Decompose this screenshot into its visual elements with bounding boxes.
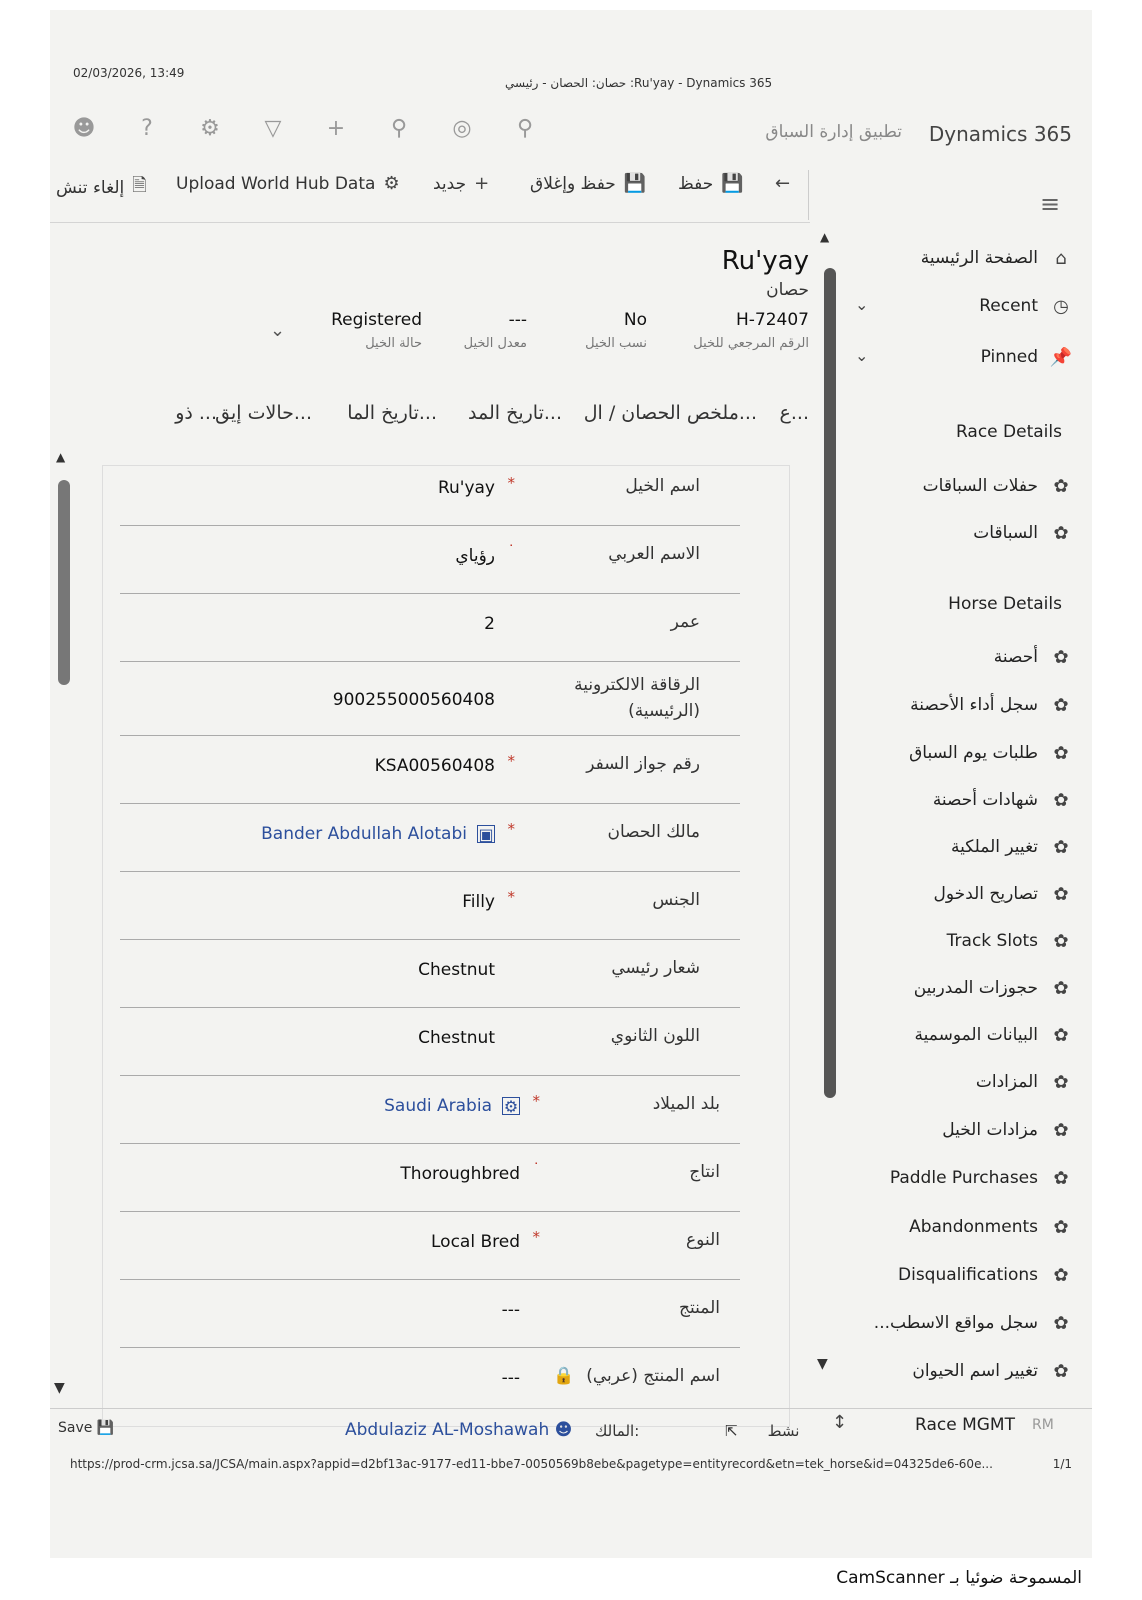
field-production[interactable]: انتاج ˙ Thoroughbred	[120, 1146, 740, 1212]
cancel-button[interactable]: إلغاء تنش 🗎	[56, 173, 147, 203]
chevron-down-icon[interactable]: ⌄	[855, 346, 869, 365]
sidebar-item-ownership-change[interactable]: ✿ تغيير الملكية	[951, 832, 1072, 862]
area-badge: RM	[1032, 1417, 1054, 1433]
tab-race-history[interactable]: تاريخ المد...	[468, 402, 562, 424]
puzzle-icon: ✿	[1053, 930, 1069, 952]
puzzle-icon: ✿	[1053, 475, 1069, 497]
page-number: 1/1	[1052, 1457, 1072, 1471]
sidebar-item-abandonments[interactable]: ✿ Abandonments	[909, 1212, 1072, 1242]
section-header-horse-details: Horse Details	[948, 594, 1062, 614]
divider	[50, 222, 810, 223]
field-main-color[interactable]: شعار رئيسي Chestnut	[120, 942, 740, 1008]
sidebar-item-entry-permits[interactable]: ✿ تصاريح الدخول	[934, 879, 1072, 909]
scroll-up-icon: ▲	[56, 450, 66, 464]
scroll-down-icon: ▼	[54, 1380, 65, 1396]
puzzle-icon: ✿	[1053, 883, 1069, 905]
hamburger-menu-icon[interactable]: ≡	[1040, 190, 1061, 218]
owner-label: المالك:	[595, 1422, 640, 1440]
sidebar-item-stable-locations[interactable]: ✿ سجل مواقع الاسطب...	[874, 1308, 1072, 1338]
gear-icon: ⚙	[383, 173, 400, 194]
sidebar-item-trainer-bookings[interactable]: ✿ حجوزات المدربين	[914, 973, 1072, 1003]
contact-card-icon[interactable]: ▣	[478, 824, 494, 844]
puzzle-icon: ✿	[1053, 1024, 1069, 1046]
puzzle-icon: ✿	[1053, 1312, 1069, 1334]
top-toolbar	[70, 108, 539, 148]
header-field-rating: --- معدل الخيل	[463, 310, 527, 351]
puzzle-icon: ✿	[1053, 742, 1069, 764]
field-horse-owner[interactable]: مالك الحصان * Bander Abdullah Alotabi ▣	[120, 806, 740, 872]
divider	[50, 1408, 1092, 1409]
puzzle-icon: ✿	[1053, 646, 1069, 668]
field-passport-number[interactable]: رقم جواز السفر * KSA00560408	[120, 738, 740, 804]
tab-general[interactable]: ع...	[779, 402, 809, 424]
scroll-thumb[interactable]	[824, 268, 836, 1098]
puzzle-icon: ✿	[1053, 1071, 1069, 1093]
status-indicator: ⇱ نشط	[725, 1422, 800, 1440]
field-sex[interactable]: الجنس * Filly	[120, 874, 740, 940]
header-field-reference: H-72407 الرقم المرجعي للخيل	[693, 310, 809, 351]
field-secondary-color[interactable]: اللون الثانوي Chestnut	[120, 1010, 740, 1076]
sidebar-item-pinned[interactable]: 📌 Pinned	[980, 346, 1072, 368]
lightbulb-icon[interactable]: ⚲	[390, 115, 408, 141]
save-close-button[interactable]: حفظ وإغلاق 💾	[530, 173, 647, 194]
sidebar-item-recent[interactable]: ◷ Recent	[979, 291, 1072, 321]
puzzle-icon: ✿	[1053, 836, 1069, 858]
lookup-icon[interactable]: ⚙	[503, 1096, 519, 1116]
home-icon: ⌂	[1055, 247, 1067, 269]
window-title: حصان: الحصان - رئيسي :Ru'yay - Dynamics 365	[505, 76, 773, 90]
tab-medical-history[interactable]: تاريخ الما...	[347, 402, 437, 424]
user-icon: ☻	[554, 1420, 573, 1440]
new-button[interactable]: جديد +	[433, 173, 490, 194]
back-arrow-icon: ←	[775, 173, 791, 194]
open-in-window-icon: ⇱	[725, 1422, 738, 1440]
scroll-down-icon[interactable]: ▼	[817, 1356, 828, 1372]
field-breeder-arabic[interactable]: اسم المنتج (عربي) 🔒 ---	[501, 1366, 720, 1388]
field-age[interactable]: عمر 2	[120, 596, 740, 662]
area-switch-chevron-icon[interactable]: ↕	[832, 1412, 848, 1433]
area-name[interactable]: Race MGMT	[915, 1415, 1015, 1435]
record-title: Ru'yay	[721, 246, 809, 276]
sidebar-item-horse-performance[interactable]: ✿ سجل أداء الأحصنة	[910, 690, 1072, 720]
sidebar-item-paddle-purchases[interactable]: ✿ Paddle Purchases	[890, 1163, 1072, 1193]
sidebar-item-home[interactable]: ⌂ الصفحة الرئيسية	[921, 243, 1072, 273]
tab-related[interactable]: ذو ...	[175, 402, 217, 424]
search-icon[interactable]: ⚲	[516, 115, 534, 141]
user-icon[interactable]: ☻	[72, 115, 96, 141]
pin-icon: 📌	[1049, 346, 1072, 368]
chevron-down-icon[interactable]: ⌄	[855, 295, 869, 314]
owner-link[interactable]: Bander Abdullah Alotabi	[261, 824, 467, 844]
expand-header-chevron-icon[interactable]: ⌄	[270, 320, 286, 341]
field-horse-name[interactable]: اسم الخيل * Ru'yay	[120, 460, 740, 526]
brand-name[interactable]: Dynamics 365	[928, 122, 1072, 146]
lock-icon: 🔒	[553, 1366, 575, 1386]
back-button[interactable]	[775, 173, 790, 194]
sidebar-item-race-meetings[interactable]: ✿ حفلات السباقات	[923, 471, 1072, 501]
field-type[interactable]: النوع * Local Bred	[120, 1214, 740, 1280]
print-timestamp: 02/03/2026, 13:49	[73, 66, 185, 80]
field-breeder[interactable]: المنتج ---	[120, 1282, 740, 1348]
sidebar-item-auctions[interactable]: ✿ المزادات	[976, 1067, 1072, 1097]
app-name[interactable]: تطبيق إدارة السباق	[765, 122, 902, 142]
print-url: https://prod-crm.jcsa.sa/JCSA/main.aspx?appid=d2bf13ac-9177-ed11-bbe7-0050569b8ebe&pagetype=entityrecord&etn=tek_horse&id=04325de6-60e...	[70, 1457, 993, 1471]
scroll-up-icon: ▲	[820, 230, 830, 244]
owner-link[interactable]: Abdulaziz AL-Moshawah ☻	[345, 1420, 573, 1440]
upload-world-hub-button[interactable]: Upload World Hub Data ⚙	[176, 173, 400, 194]
footer-save-button[interactable]: Save 💾	[58, 1420, 115, 1436]
plus-icon: +	[474, 173, 490, 194]
save-icon: 💾	[96, 1420, 115, 1436]
sidebar-item-horses[interactable]: ✿ أحصنة	[994, 642, 1072, 672]
divider	[808, 170, 809, 220]
save-icon: 💾	[721, 173, 744, 194]
field-arabic-name[interactable]: الاسم العربي ˙ رؤياي	[120, 528, 740, 594]
puzzle-icon: ✿	[1053, 977, 1069, 999]
plus-icon[interactable]: +	[326, 115, 346, 141]
header-field-pedigree: No نسب الخيل	[585, 310, 647, 351]
puzzle-icon: ✿	[1053, 1119, 1069, 1141]
clock-icon: ◷	[1053, 295, 1069, 317]
sidebar-item-disqualifications[interactable]: ✿ Disqualifications	[898, 1260, 1072, 1290]
header-field-status: Registered حالة الخيل	[331, 310, 422, 351]
puzzle-icon: ✿	[1053, 1264, 1069, 1286]
sidebar-item-races[interactable]: ✿ السباقات	[973, 518, 1072, 548]
target-icon[interactable]: ◎	[452, 115, 472, 141]
help-icon[interactable]: ?	[141, 115, 153, 141]
scanned-page	[50, 10, 1092, 1558]
form-scrollbar[interactable]	[50, 450, 76, 1400]
tab-horse-summary[interactable]: ملخص الحصان / ال...	[583, 402, 757, 424]
puzzle-icon: ✿	[1053, 1360, 1069, 1382]
puzzle-icon: ✿	[1053, 789, 1069, 811]
tab-suspensions[interactable]: حالات إيق...	[215, 402, 312, 424]
sidebar-item-horse-auctions[interactable]: ✿ مزادات الخيل	[942, 1115, 1072, 1145]
settings-icon[interactable]: ⚙	[200, 115, 220, 141]
sidebar-item-track-slots[interactable]: ✿ Track Slots	[947, 926, 1072, 956]
filter-icon[interactable]: ▽	[264, 115, 282, 141]
scroll-thumb[interactable]	[58, 480, 70, 685]
puzzle-icon: ✿	[1053, 522, 1069, 544]
sidebar-item-animal-rename[interactable]: ✿ تغيير اسم الحيوان	[912, 1356, 1072, 1386]
puzzle-icon: ✿	[1053, 694, 1069, 716]
puzzle-icon: ✿	[1053, 1216, 1069, 1238]
field-country-of-birth[interactable]: بلد الميلاد * Saudi Arabia ⚙	[120, 1078, 740, 1144]
save-button[interactable]: حفظ 💾	[678, 173, 744, 194]
save-close-icon: 💾	[623, 173, 647, 194]
country-link[interactable]: Saudi Arabia	[384, 1096, 492, 1116]
record-entity-type: حصان	[766, 280, 809, 300]
sidebar-scrollbar[interactable]	[820, 230, 836, 1390]
field-microchip[interactable]: الرقاقة الالكترونية (الرئيسية) 900255000560408	[120, 664, 740, 736]
sidebar-item-race-day-requests[interactable]: ✿ طلبات يوم السباق	[909, 738, 1072, 768]
sidebar-item-horse-certificates[interactable]: ✿ شهادات أحصنة	[933, 785, 1072, 815]
scanner-watermark: CamScanner المسموحة ضوئيا بـ	[836, 1568, 1082, 1588]
puzzle-icon: ✿	[1053, 1167, 1069, 1189]
document-icon: 🗎	[132, 175, 147, 196]
section-header-race-details: Race Details	[955, 422, 1062, 442]
sidebar-item-seasonal-data[interactable]: ✿ البيانات الموسمية	[915, 1020, 1073, 1050]
